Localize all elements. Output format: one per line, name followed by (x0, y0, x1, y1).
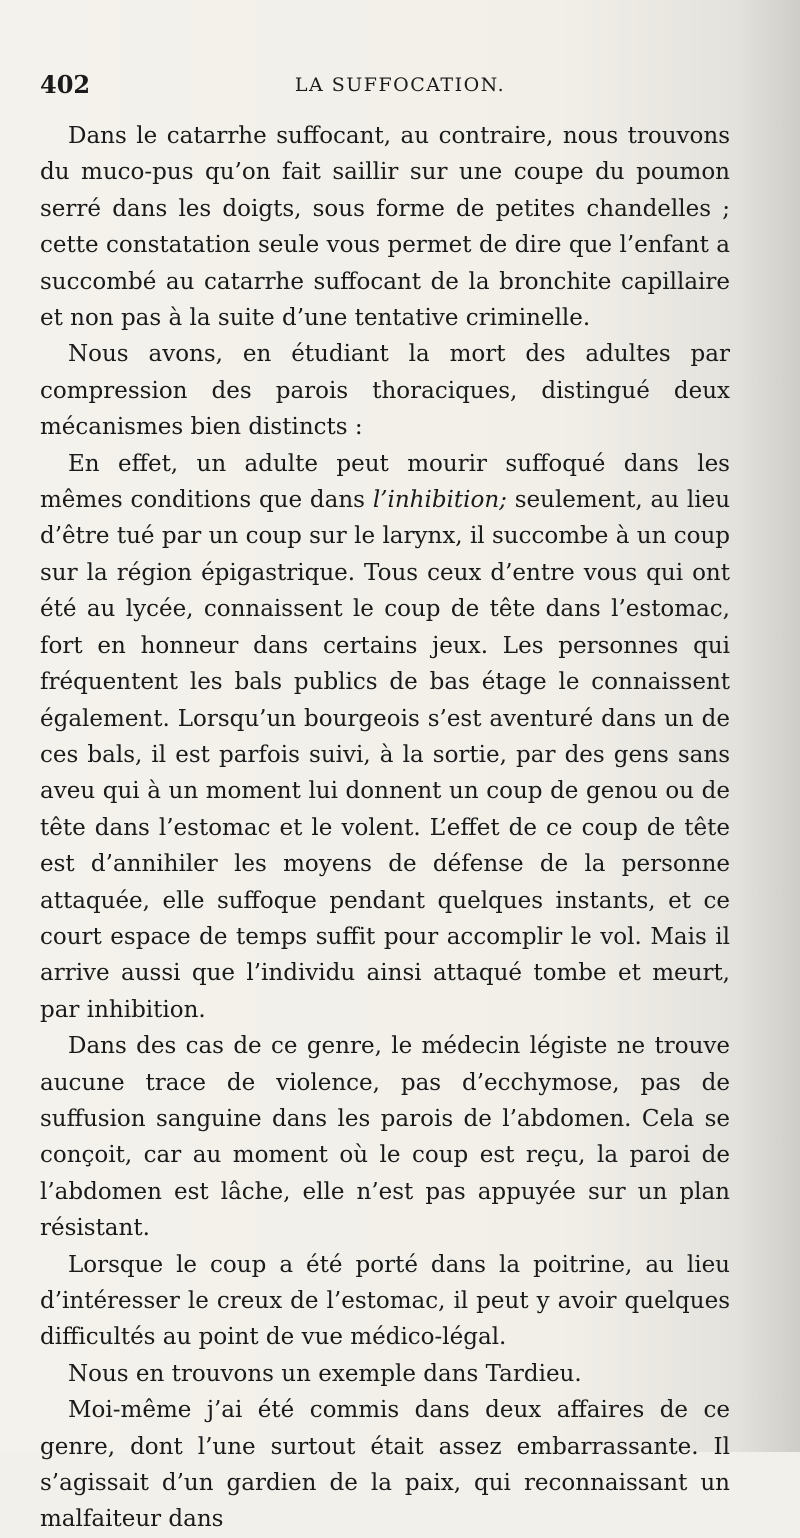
running-title: LA SUFFOCATION. (294, 74, 506, 96)
paragraph-tardieu: Nous en trouvons un exemple dans Tardieu. (68, 1360, 582, 1387)
paragraph-gardien: Moi-même j’ai été commis dans deux affaires de ce genre, dont l’une surtout était assez embarrassante. Il s’agissait d’un gardien de la paix, qui reconnaissant un malfaiteur dans (40, 1397, 730, 1533)
body-text (40, 118, 730, 1538)
paragraph-coup-epigastrique (40, 446, 730, 1029)
paragraph-catarrhe: Dans le catarrhe suffocant, au contraire, nous trouvons du muco-pus qu’on fait saillir sur une coupe du poumon serré dans les doigts, sous forme de petites chandelles ; cette constatation seule vous permet de dire que l’enfant a succombé au catarrhe suffocant de la bronchite capillaire et non pas à la suite d’une tentative criminelle. (40, 123, 730, 332)
paragraph-medecin-legiste: Dans des cas de ce genre, le médecin légiste ne trouve aucune trace de violence, pas d’ecchymose, pas de suffusion sanguine dans les parois de l’abdomen. Cela se conçoit, car au moment où le coup est reçu, la paroi de l’abdomen est lâche, elle n’est pas appuyée sur un plan résistant. (40, 1033, 730, 1242)
italic-term-inhibition: l’inhibition; (372, 487, 507, 514)
page-number: 402 (40, 70, 91, 99)
paragraph-text-after: seulement, au lieu d’être tué par un coup sur le larynx, il succombe à un coup sur la région épigastrique. Tous ceux d’entre vous qui ont été au lycée, connaissent le coup de tête dans l’estomac, fort en honneur dans certains jeux. Les personnes qui fréquentent les bals publics de bas étage le connaissent également. Lorsqu’un bourgeois s’est aventuré dans un de ces bals, il est parfois suivi, à la sortie, par des gens sans aveu qui à un moment lui donnent un coup de genou ou de tête dans l’estomac et le volent. L’effet de ce coup de tête est d’annihiler les moyens de défense de la personne attaquée, elle suffoque pendant quelques instants, et ce court espace de temps suffit pour accomplir le vol. Mais il arrive aussi que l’individu ainsi attaqué tombe et meurt, par inhibition. (40, 487, 731, 1023)
page-header (40, 70, 760, 110)
paragraph-poitrine: Lorsque le coup a été porté dans la poitrine, au lieu d’intéresser le creux de l’estomac, il peut y avoir quelques difficultés au point de vue médico-légal. (40, 1251, 730, 1351)
paragraph-text-before: En effet, un adulte peut mourir suffoqué dans les mêmes conditions que dans (40, 450, 730, 514)
paragraph-mecanismes: Nous avons, en étudiant la mort des adultes par compression des parois thoraciques, distingué deux mécanismes bien distincts : (40, 341, 730, 441)
